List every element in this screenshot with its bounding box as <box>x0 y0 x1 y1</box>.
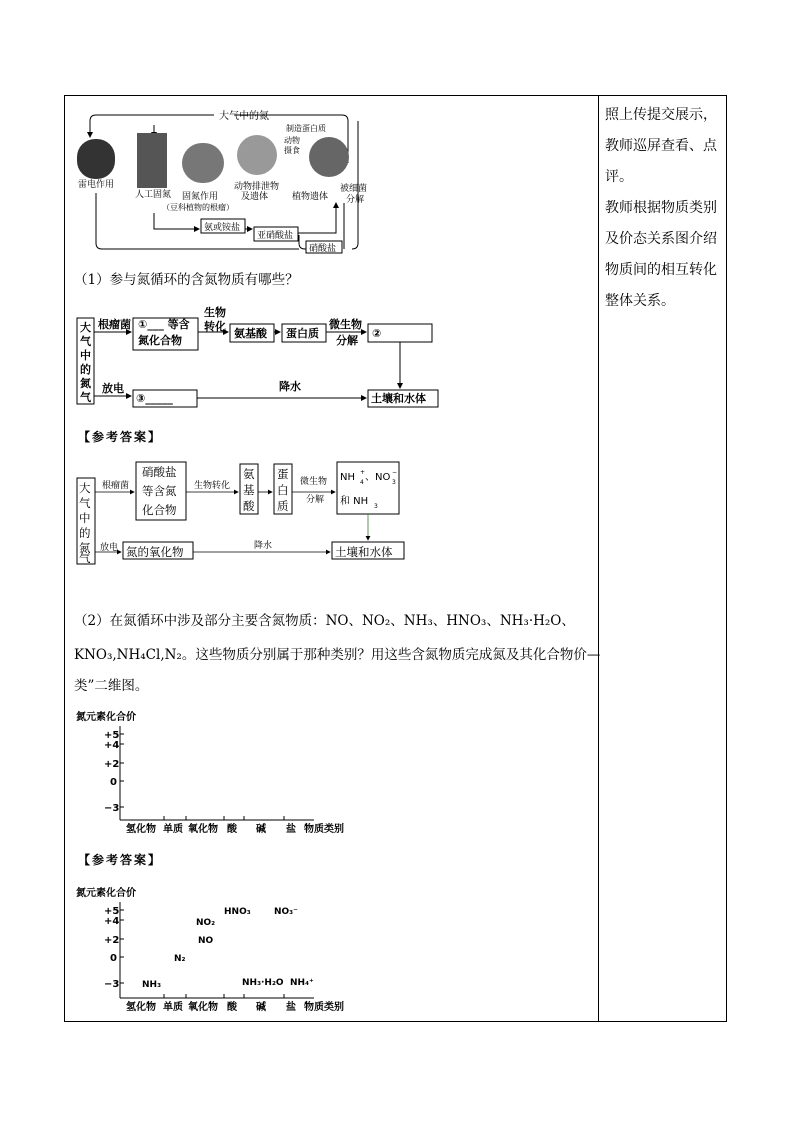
amino-box: 氨基酸 <box>234 327 267 340</box>
svg-text:单质: 单质 <box>163 1002 183 1013</box>
svg-text:的: 的 <box>79 526 91 540</box>
svg-text:氢化物: 氢化物 <box>126 1002 156 1013</box>
point-nh3h2o: NH₃·H₂O <box>242 978 284 988</box>
protein-label: 制造蛋白质 <box>286 124 326 133</box>
svg-text:碱: 碱 <box>256 1002 266 1013</box>
answer-label-2: 【参考答案】 <box>78 853 163 867</box>
root-label: 根瘤菌 <box>98 318 131 331</box>
root-label-2: 根瘤菌 <box>102 481 130 491</box>
discharge-label-2: 放电 <box>100 543 119 553</box>
nh4-text: NH <box>340 472 355 483</box>
svg-text:3: 3 <box>374 503 378 510</box>
svg-text:−3: −3 <box>104 979 120 990</box>
svg-text:盐: 盐 <box>286 824 296 835</box>
note-line: 及价态关系图介绍 <box>605 231 717 247</box>
eat-label-2: 摄食 <box>284 146 300 155</box>
svg-text:+4: +4 <box>104 740 120 751</box>
box1-text-a: ①___ 等含 <box>138 318 190 331</box>
svg-text:0: 0 <box>110 777 117 788</box>
soil-box: 土壤和水体 <box>371 392 426 405</box>
box1-text-b: 氮化合物 <box>138 334 182 347</box>
svg-text:等含氮: 等含氮 <box>142 484 177 498</box>
nitrate-box: 硝酸盐 <box>309 244 337 254</box>
valence-class-chart-empty <box>74 708 364 836</box>
svg-text:+5: +5 <box>104 730 120 741</box>
svg-text:蛋: 蛋 <box>277 467 289 481</box>
point-n2: N₂ <box>174 954 186 964</box>
svg-text:的: 的 <box>80 363 91 376</box>
svg-text:+4: +4 <box>104 916 120 927</box>
question-2-line-2: KNO₃,NH₄Cl,N₂。这些物质分别属于那种类别？用这些含氮物质完成氮及其化合物价— <box>74 647 601 663</box>
svg-text:酸: 酸 <box>227 824 237 835</box>
nitrogen-cycle-diagram <box>74 103 368 254</box>
note-line: 照上传提交展示， <box>605 107 717 123</box>
point-no: NO <box>198 936 214 946</box>
svg-text:+: + <box>360 469 366 476</box>
note-line: 物质间的相互转化 <box>605 262 717 278</box>
answer-label-1: 【参考答案】 <box>78 430 163 444</box>
point-hno3: HNO₃ <box>224 907 251 917</box>
flow-diagram-answer <box>74 458 414 566</box>
box3-text: ③_____ <box>136 392 173 405</box>
note-line: 教师根据物质类别 <box>605 200 717 216</box>
artificial-fixation-label: 人工固氮 <box>135 190 172 200</box>
svg-text:氮: 氮 <box>80 377 91 390</box>
svg-text:3: 3 <box>392 479 396 486</box>
svg-text:化合物: 化合物 <box>142 503 177 517</box>
micro-label: 微生物 <box>329 318 362 331</box>
svg-text:大: 大 <box>79 481 91 495</box>
question-2-line-1: （2）在氮循环中涉及部分主要含氮物质：NO、NO₂、NH₃、HNO₃、NH₃·H₂O、 <box>74 613 575 629</box>
animal-label: 动物排泄物 <box>234 182 280 192</box>
bio-label-1: 生物 <box>204 306 226 319</box>
point-no3: NO₃⁻ <box>274 907 298 917</box>
svg-text:质: 质 <box>277 499 289 513</box>
protein-box: 蛋白质 <box>286 327 319 340</box>
svg-text:大: 大 <box>80 321 91 334</box>
note-line: 教师巡屏查看、点 <box>605 138 717 154</box>
point-no2: NO₂ <box>196 918 216 928</box>
bio-label-2b: 生物转化 <box>194 481 231 491</box>
svg-text:白: 白 <box>277 483 289 497</box>
rain-label-2: 降水 <box>254 541 273 551</box>
svg-text:气: 气 <box>79 496 91 510</box>
svg-text:中: 中 <box>79 511 91 525</box>
svg-text:+2: +2 <box>104 759 120 770</box>
rain-label: 降水 <box>279 380 301 393</box>
svg-text:硝酸盐: 硝酸盐 <box>142 465 177 479</box>
bio-label-2: 转化 <box>204 320 226 333</box>
fixation-label: 固氮作用 <box>182 192 219 202</box>
bacteria-label-2: 分解 <box>346 195 365 205</box>
animal-label-2: 及遗体 <box>241 192 269 202</box>
column-divider <box>598 95 599 1022</box>
svg-text:酸: 酸 <box>227 1002 237 1013</box>
no3-text: 、NO <box>365 472 391 483</box>
question-2-line-3: 类”二维图。 <box>74 678 149 694</box>
svg-text:−: − <box>392 469 398 476</box>
svg-text:碱: 碱 <box>256 824 266 835</box>
point-nh4: NH₄⁺ <box>290 978 314 988</box>
svg-text:中: 中 <box>80 349 91 362</box>
nh3-text: 和 NH <box>340 496 369 507</box>
question-1: （1）参与氮循环的含氮物质有哪些？ <box>74 272 299 288</box>
point-nh3: NH₃ <box>142 980 162 990</box>
svg-text:盐: 盐 <box>286 1002 296 1013</box>
svg-text:氨: 氨 <box>243 467 255 481</box>
decomp-label: 分解 <box>336 334 358 347</box>
micro-label-2: 微生物 <box>300 477 328 487</box>
ammonia-box: 氨或铵盐 <box>204 223 241 233</box>
eat-label-1: 动物 <box>284 136 300 145</box>
svg-text:气: 气 <box>79 551 91 565</box>
svg-text:气: 气 <box>80 391 91 404</box>
svg-text:单质: 单质 <box>163 824 183 835</box>
svg-text:氧化物: 氧化物 <box>188 824 218 835</box>
svg-text:氮元素化合价: 氮元素化合价 <box>76 888 136 899</box>
plant-label: 植物遗体 <box>292 192 329 202</box>
flow-diagram-question <box>74 304 444 408</box>
svg-text:+2: +2 <box>104 935 120 946</box>
lightning-label: 雷电作用 <box>78 180 115 190</box>
note-line: 整体关系。 <box>605 293 675 309</box>
chart-ylabel: 氮元素化合价 <box>76 712 136 723</box>
svg-text:4: 4 <box>360 479 364 486</box>
svg-text:氢化物: 氢化物 <box>126 824 156 835</box>
svg-text:基: 基 <box>243 483 255 497</box>
box2-text: ② <box>372 327 382 340</box>
teacher-notes <box>605 100 723 317</box>
svg-text:氮: 氮 <box>79 541 91 555</box>
svg-text:物质类别: 物质类别 <box>304 1002 344 1013</box>
nitrite-box: 亚硝酸盐 <box>257 231 294 241</box>
oxide-box: 氮的氧化物 <box>126 545 184 559</box>
discharge-label: 放电 <box>102 382 124 395</box>
note-line: 评。 <box>605 169 633 185</box>
decomp-label-2: 分解 <box>306 495 325 505</box>
atmosphere-label: 大气中的氮 <box>219 111 269 122</box>
valence-class-chart-answer <box>74 884 364 1014</box>
svg-text:气: 气 <box>80 335 91 348</box>
fixation-note: （豆科植物的根瘤） <box>162 203 234 212</box>
svg-text:物质类别: 物质类别 <box>304 824 344 835</box>
svg-text:+5: +5 <box>104 906 120 917</box>
soil-box-2: 土壤和水体 <box>335 545 393 559</box>
svg-text:酸: 酸 <box>243 499 255 513</box>
svg-text:−3: −3 <box>104 803 120 814</box>
svg-text:氧化物: 氧化物 <box>188 1002 218 1013</box>
bacteria-label-1: 被细菌 <box>340 184 368 194</box>
svg-text:0: 0 <box>110 953 117 964</box>
